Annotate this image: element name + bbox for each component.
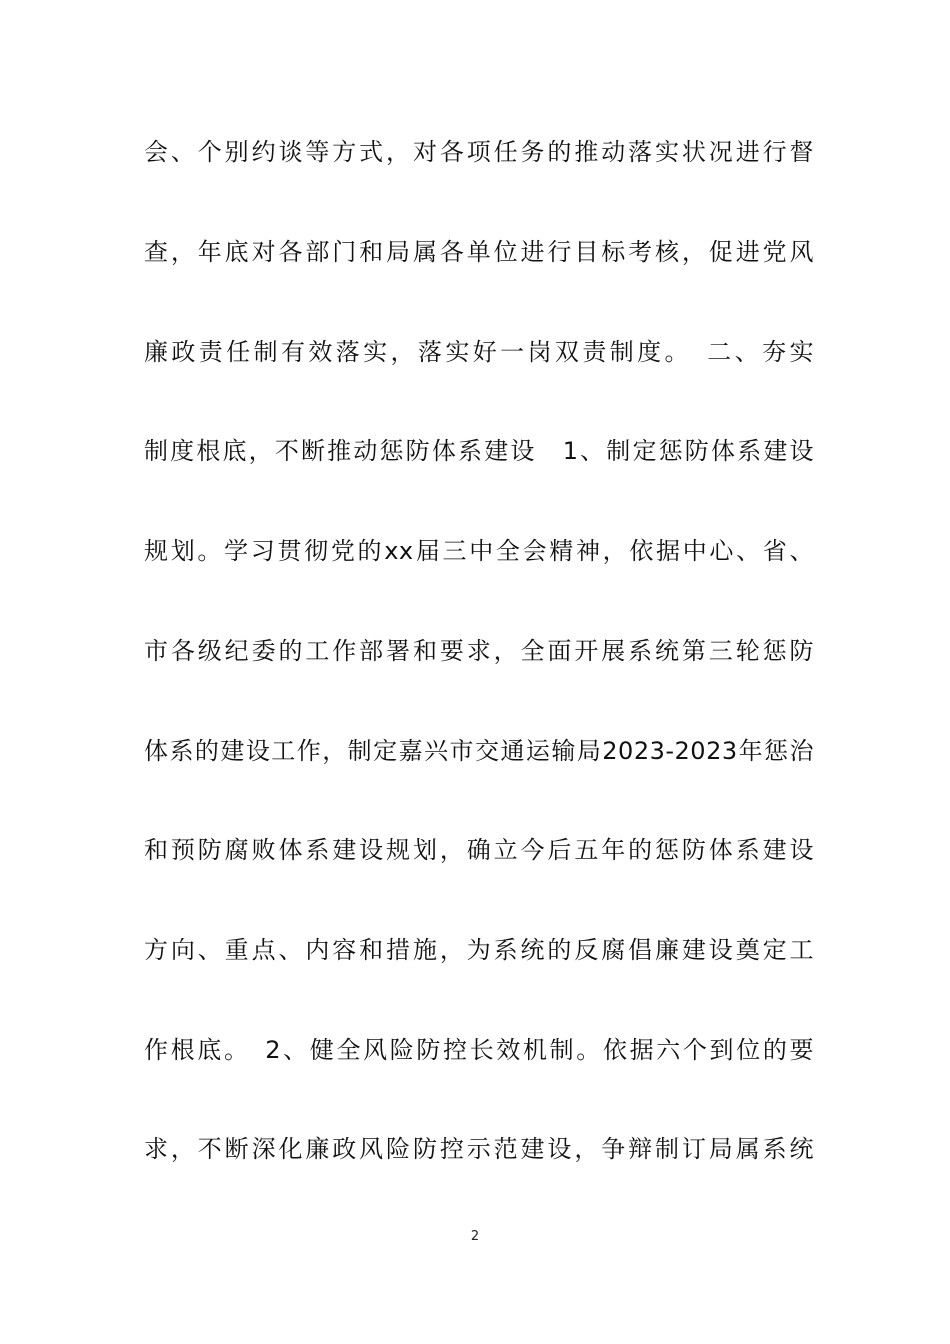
body-text-line-6: 市各级纪委的工作部署和要求，全面开展系统第三轮惩防 [144, 637, 814, 665]
body-text-line-4: 制度根底，不断推动惩防体系建设 1、制定惩防体系建设 [144, 437, 814, 465]
body-text-line-11: 求，不断深化廉政风险防控示范建设，争辩制订局属系统 [144, 1135, 814, 1163]
body-text-line-7: 体系的建设工作，制定嘉兴市交通运输局2023-2023年惩治 [144, 737, 814, 765]
body-text-line-5: 规划。学习贯彻党的xx届三中全会精神，依据中心、省、 [144, 537, 814, 565]
body-text-line-8: 和预防腐败体系建设规划，确立今后五年的惩防体系建设 [144, 836, 814, 864]
page-number: 2 [470, 1229, 480, 1244]
body-text-line-9: 方向、重点、内容和措施，为系统的反腐倡廉建设奠定工 [144, 936, 814, 964]
body-text-line-1: 会、个别约谈等方式，对各项任务的推动落实状况进行督 [144, 138, 814, 166]
body-text-line-10: 作根底。 2、健全风险防控长效机制。依据六个到位的要 [144, 1036, 814, 1064]
body-text-line-3: 廉政责任制有效落实，落实好一岗双责制度。 二、夯实 [144, 338, 814, 366]
body-text-line-2: 查，年底对各部门和局属各单位进行目标考核，促进党风 [144, 238, 814, 266]
